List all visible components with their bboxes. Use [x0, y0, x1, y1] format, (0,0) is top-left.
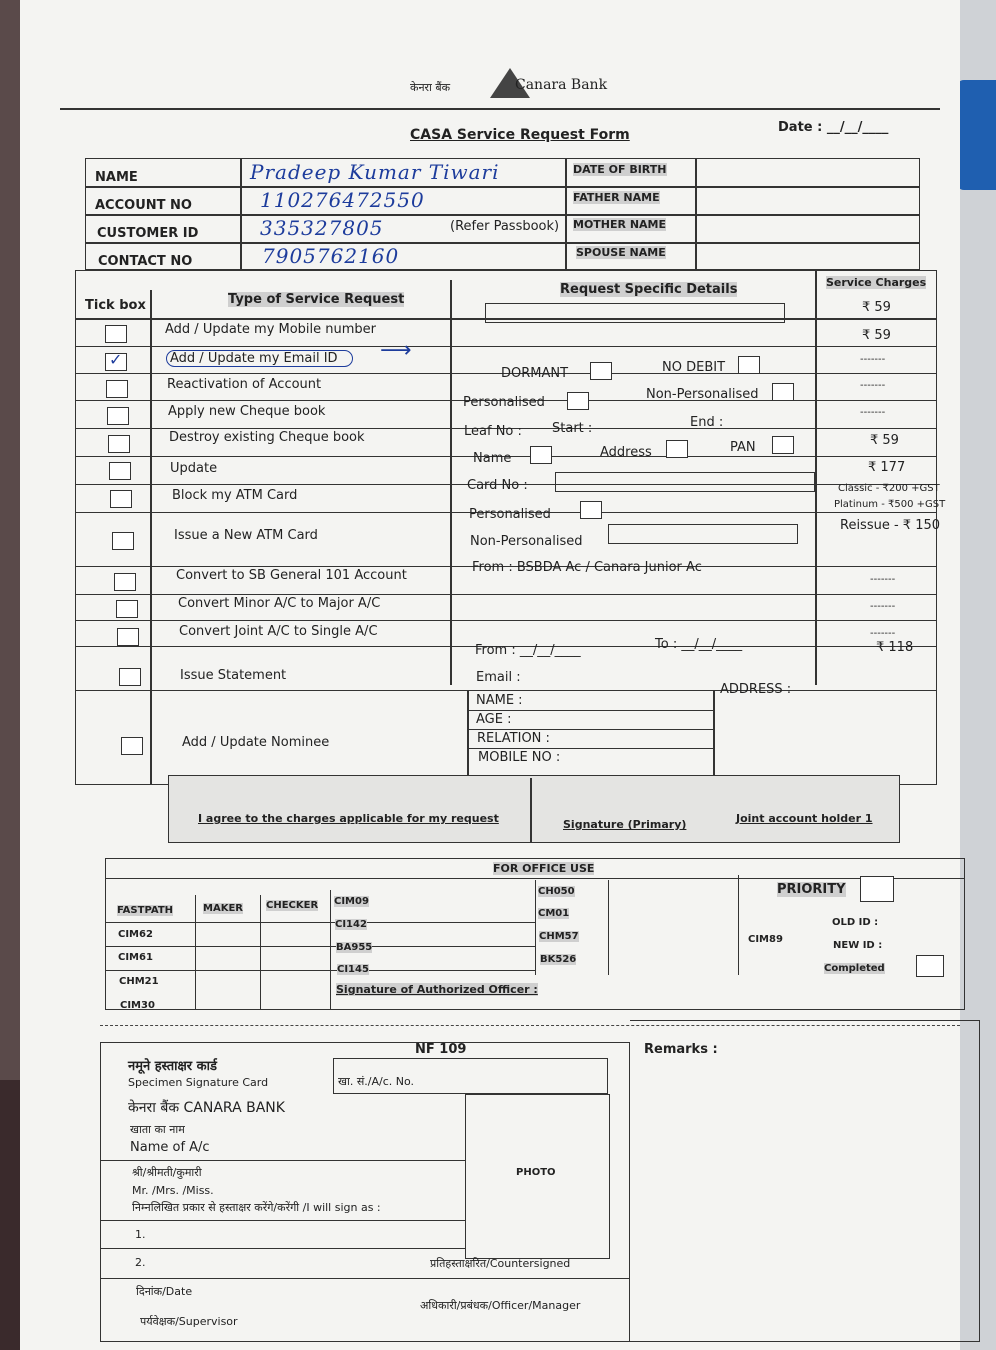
agreement-box [168, 775, 900, 843]
service-charge-platinum: Platinum - ₹500 +GST [834, 499, 946, 510]
nf-number: NF 109 [415, 1042, 467, 1057]
service-label: Add / Update my Mobile number [165, 322, 377, 337]
service-label: Issue a New ATM Card [174, 528, 318, 543]
office-code: CHM21 [119, 976, 159, 987]
name-value[interactable]: Pradeep Kumar Tiwari [250, 160, 500, 184]
office-code: CM01 [538, 908, 570, 919]
fastpath-label: FASTPATH [117, 905, 174, 916]
mr-label: Mr. /Mrs. /Miss. [132, 1184, 214, 1197]
nominee-name[interactable]: NAME : [476, 693, 523, 708]
ac-no-label: खा. सं./A/c. No. [338, 1075, 415, 1088]
joint-holder-signature[interactable]: Joint account holder 1 [736, 812, 873, 825]
service-charge: ------- [860, 407, 886, 418]
sign-line-2[interactable]: 2. [135, 1256, 146, 1269]
father-label: FATHER NAME [573, 191, 660, 204]
name-label: NAME [95, 170, 138, 185]
specimen-bank: केनरा बैंक CANARA BANK [128, 1100, 285, 1116]
customer-id-label: CUSTOMER ID [97, 226, 199, 241]
priority-box[interactable] [860, 876, 894, 902]
atm-non-personalised-label: Non-Personalised [470, 534, 583, 549]
tick-destroy-cheque[interactable] [108, 435, 130, 453]
tick-email[interactable] [105, 350, 127, 371]
convert-from-label: From : BSBDA Ac / Canara Junior Ac [472, 560, 702, 575]
service-charge: ₹ 177 [868, 460, 906, 475]
office-code: BK526 [540, 954, 577, 965]
service-label: Convert Joint A/C to Single A/C [179, 624, 378, 639]
account-value[interactable]: 110276472550 [260, 188, 425, 212]
auth-signature-label[interactable]: Signature of Authorized Officer : [336, 983, 538, 996]
card-no-input[interactable] [555, 472, 815, 492]
service-charge: ------- [860, 354, 886, 365]
priority-label: PRIORITY [777, 882, 846, 897]
nominee-age[interactable]: AGE : [476, 712, 512, 727]
date-label[interactable]: दिनांक/Date [136, 1285, 193, 1298]
nominee-relation[interactable]: RELATION : [477, 731, 550, 746]
pen-object [956, 80, 996, 190]
statement-from[interactable]: From : __/__/____ [475, 643, 581, 658]
col-type: Type of Service Request [228, 292, 405, 307]
nominee-address[interactable]: ADDRESS : [720, 682, 792, 697]
dob-label: DATE OF BIRTH [573, 163, 667, 176]
pan-option-checkbox[interactable] [772, 436, 794, 454]
tick-block-atm[interactable] [110, 490, 132, 508]
dormant-checkbox[interactable] [590, 362, 612, 380]
date-field[interactable]: Date : __/__/____ [778, 120, 889, 135]
specimen-hindi-title: नमूने हस्ताक्षर कार्ड [128, 1059, 217, 1074]
service-label: Block my ATM Card [172, 488, 298, 503]
office-code: CIM09 [334, 896, 369, 907]
check-mark-icon: ✓ [109, 350, 123, 369]
service-charge: ₹ 59 [862, 328, 891, 343]
form-paper [20, 0, 960, 1350]
specimen-title: Specimen Signature Card [128, 1076, 269, 1089]
office-code: CI145 [337, 964, 369, 975]
hindi-name-label: खाता का नाम [130, 1123, 185, 1136]
tick-reactivation[interactable] [106, 380, 128, 398]
no-debit-checkbox[interactable] [738, 356, 760, 374]
non-personalised-checkbox[interactable] [772, 383, 794, 401]
personalised-checkbox[interactable] [567, 392, 589, 410]
checker-label: CHECKER [266, 900, 319, 911]
service-label: Reactivation of Account [167, 377, 322, 392]
service-charge: ₹ 118 [876, 640, 914, 655]
arrow-right-icon: ⟶ [380, 338, 412, 363]
tick-nominee[interactable] [121, 737, 143, 755]
end-label: End : [690, 415, 724, 430]
leaf-no-label: Leaf No : [464, 424, 522, 439]
atm-personalised-checkbox[interactable] [580, 501, 602, 519]
service-label: Apply new Cheque book [168, 404, 326, 419]
completed-box[interactable] [916, 955, 944, 977]
tick-joint-single[interactable] [117, 628, 139, 646]
will-sign-label: निम्नलिखित प्रकार से हस्ताक्षर करेंगे/करेंगी /I will sign as : [132, 1201, 381, 1214]
nominee-mobile[interactable]: MOBILE NO : [478, 750, 561, 765]
name-of-ac-label: Name of A/c [130, 1140, 210, 1155]
service-charge: ------- [870, 574, 896, 585]
service-charge: ₹ 59 [862, 300, 891, 315]
old-id-label: OLD ID : [832, 917, 879, 928]
mother-label: MOTHER NAME [573, 218, 667, 231]
tick-mobile[interactable] [105, 325, 127, 343]
service-label: Issue Statement [180, 668, 287, 683]
start-label: Start : [552, 421, 593, 436]
office-code: CIM62 [118, 929, 153, 940]
office-code: CHM57 [539, 931, 579, 942]
personalised-label: Personalised [463, 395, 545, 410]
tick-new-atm[interactable] [112, 532, 134, 550]
hindi-mr-label: श्री/श्रीमती/कुमारी [132, 1166, 202, 1179]
cim89-label: CIM89 [748, 934, 783, 945]
tick-minor-major[interactable] [116, 600, 138, 618]
account-label: ACCOUNT NO [95, 198, 192, 213]
service-charge: ------- [870, 601, 896, 612]
service-label: Add / Update Nominee [182, 735, 330, 750]
remarks-label[interactable]: Remarks : [644, 1042, 718, 1057]
tick-issue-statement[interactable] [119, 668, 141, 686]
supervisor-label[interactable]: पर्यवेक्षक/Supervisor [140, 1315, 238, 1328]
service-label: Add / Update my Email ID [166, 350, 353, 367]
service-charge: Classic - ₹200 +GST [838, 483, 940, 494]
name-option-label: Name [473, 451, 512, 466]
dormant-label: DORMANT [501, 366, 569, 381]
contact-value[interactable]: 7905762160 [262, 244, 400, 268]
service-label: Destroy existing Cheque book [169, 430, 365, 445]
col-details: Request Specific Details [560, 282, 738, 297]
service-label: Convert to SB General 101 Account [176, 568, 407, 583]
service-label: Update [170, 461, 218, 476]
contact-label: CONTACT NO [98, 254, 193, 269]
bank-hindi-name: केनरा बैंक [410, 81, 451, 94]
service-charge: ₹ 59 [870, 433, 899, 448]
col-tick: Tick box [85, 298, 146, 313]
form-title: CASA Service Request Form [410, 127, 630, 143]
statement-to[interactable]: To : __/__/____ [655, 637, 743, 652]
tick-sb-general[interactable] [114, 573, 136, 591]
officer-label[interactable]: अधिकारी/प्रबंधक/Officer/Manager [420, 1299, 581, 1312]
service-charge: Reissue - ₹ 150 [840, 518, 941, 533]
name-option-checkbox[interactable] [530, 446, 552, 464]
non-personalised-label: Non-Personalised [646, 387, 759, 402]
spouse-label: SPOUSE NAME [576, 246, 666, 259]
bank-name: Canara Bank [515, 77, 608, 93]
office-code: CIM30 [120, 1000, 155, 1011]
photo-label: PHOTO [516, 1167, 556, 1178]
office-code: BA955 [336, 942, 373, 953]
no-debit-label: NO DEBIT [662, 360, 726, 375]
atm-non-personalised-input[interactable] [608, 524, 798, 544]
maker-label: MAKER [203, 903, 243, 914]
address-option-label: Address [600, 445, 652, 460]
tick-update[interactable] [109, 462, 131, 480]
countersigned-label[interactable]: प्रतिहस्ताक्षरित/Countersigned [430, 1257, 571, 1270]
remarks-box[interactable] [630, 1020, 980, 1342]
customer-id-value[interactable]: 335327805 [260, 216, 384, 240]
card-no-label: Card No : [467, 478, 528, 493]
service-charge: ------- [860, 380, 886, 391]
atm-personalised-label: Personalised [469, 507, 551, 522]
address-option-checkbox[interactable] [666, 440, 688, 458]
agree-text: I agree to the charges applicable for my request [198, 812, 499, 825]
refer-passbook: (Refer Passbook) [450, 219, 560, 234]
signature-primary[interactable]: Signature (Primary) [563, 818, 687, 831]
completed-label: Completed [824, 963, 885, 974]
office-use-title: FOR OFFICE USE [493, 862, 595, 875]
col-charges: Service Charges [826, 276, 927, 289]
office-code: CH050 [538, 886, 575, 897]
new-id-label: NEW ID : [833, 940, 883, 951]
service-charge: ------- [870, 628, 896, 639]
office-code: CI142 [335, 919, 367, 930]
pan-option-label: PAN [730, 440, 756, 455]
office-code: CIM61 [118, 952, 153, 963]
statement-email[interactable]: Email : [476, 670, 521, 685]
service-label: Convert Minor A/C to Major A/C [178, 596, 381, 611]
mobile-number-input[interactable] [485, 303, 785, 323]
tick-new-cheque[interactable] [107, 407, 129, 425]
sign-line-1[interactable]: 1. [135, 1228, 146, 1241]
